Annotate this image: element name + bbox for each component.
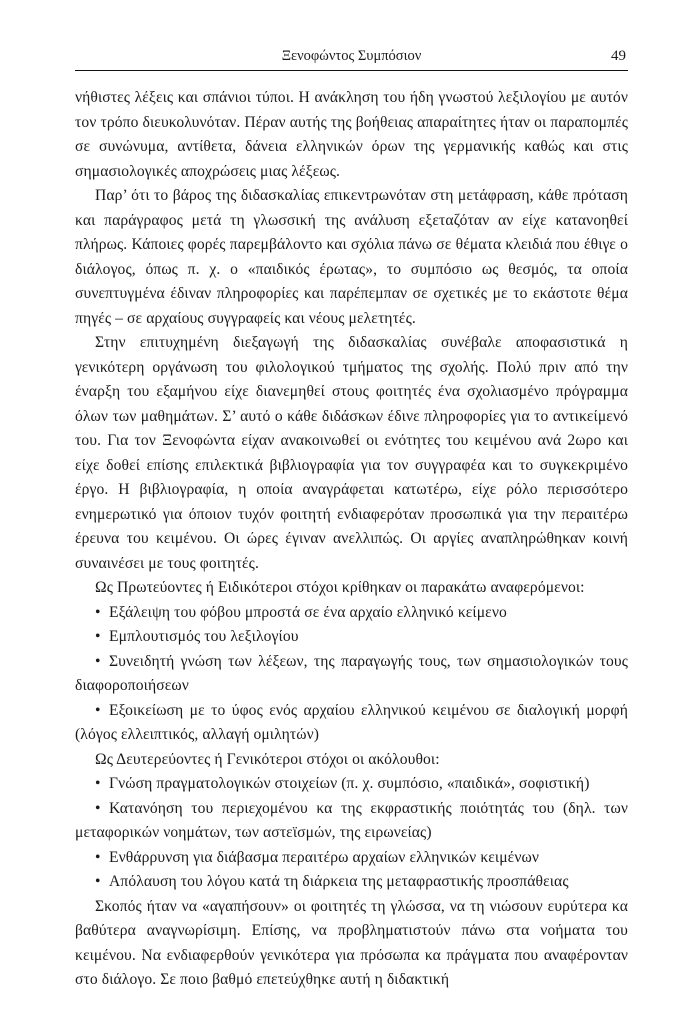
- paragraph: Σκοπός ήταν να «αγαπήσουν» οι φοιτητές τη γλώσσα, να τη νιώσουν ευρύτερα κα βαθύτερα αναγνωρίσιμη. Επίσης, να προβληματιστούν πάνω στα νοήματα του κειμένου. Να ενδιαφερθούν γενικότερα για πρόσωπα κα πράγματα που αναφέρονταν στο διάλογο. Σε ποιο βαθμό επετεύχθηκε αυτή η διδακτική: [75, 897, 628, 988]
- list-item: [75, 601, 628, 626]
- list-item-text: Εξάλειψη του φόβου μπροστά σε ένα αρχαίο ελληνικό κείμενο: [109, 603, 507, 621]
- page-number: 49: [611, 48, 626, 64]
- paragraph-primary-goals-intro: Ως Πρωτεύοντες ή Ειδικότεροι στόχοι κρίθηκαν οι παρακάτω αναφερόμενοι:: [95, 579, 585, 596]
- list-item: [75, 797, 628, 846]
- bullet-icon: •: [95, 848, 101, 866]
- bullet-icon: •: [95, 701, 101, 719]
- list-item: [75, 699, 628, 748]
- list-item: [75, 870, 628, 895]
- paragraph: Στην επιτυχημένη διεξαγωγή της διδασκαλίας συνέβαλε αποφασιστικά η γενικότερη οργάνωση του φιλολογικού τμήματος της σχολής. Πολύ πριν από την έναρξη του εξαμήνου είχε διανεμηθεί στους φοιτητές ένα σχολιασμένο πρόγραμμα όλων των μαθημάτων. Σ’ αυτό ο κάθε διδάσκων έδινε πληροφορίες για το αντικείμενό του. Για τον Ξενοφώντα είχαν ανακοινωθεί οι ενότητες του κειμένου ανά 2ωρο και είχε δοθεί επίσης επιλεκτικά βιβλιογραφία για τον συγγραφέα και το συγκεκριμένο έργο. Η βιβλιογραφία, η οποία αναγράφεται κατωτέρω, είχε ρόλο περισσότερο ενημερωτικό για όποιον τυχόν φοιτητή ενδιαφερόταν προσωπικά για την περαιτέρω έρευνα του κειμένου. Οι ώρες έγιναν ανελλιπώς. Οι αργίες αναπληρώθηκαν κοινή συναινέσει με τους φοιτητές.: [75, 334, 628, 572]
- paragraph-secondary-goals-intro: Ως Δευτερεύοντες ή Γενικότεροι στόχοι οι ακόλουθοι:: [95, 750, 440, 768]
- running-head: [75, 48, 628, 68]
- paragraph-continuation: νήθιστες λέξεις και σπάνιοι τύποι. Η ανάκληση του ήδη γνωστού λεξιλογίου με αυτόν τον τρόπο διευκολυνόταν. Πέραν αυτής της βοήθειας απαραίτητες ήταν οι παραπομπές σε συνώνυμα, αντίθετα, δάνεια ελληνικών όρων της γερμανικής καθώς και στις σημασιολογικές αποχρώσεις μιας λέξεως.: [75, 89, 628, 180]
- list-item-text: Γνώση πραγματολογικών στοιχείων (π. χ. συμπόσιο, «παιδικά», σοφιστική): [109, 775, 590, 792]
- bullet-icon: •: [95, 628, 101, 645]
- running-title: Ξενοφώντος Συμπόσιον: [281, 48, 422, 64]
- header-rule: [75, 70, 628, 71]
- paragraph: Παρ’ ότι το βάρος της διδασκαλίας επικεντρωνόταν στη μετάφραση, κάθε πρόταση και παράγραφος μετά τη γλωσσική της ανάλυση εξεταζόταν αν είχε κατανοηθεί πλήρως. Κάποιες φορές παρεμβάλοντο και σχόλια πάνω σε θέματα κλειδιά που έθιγε ο διάλογος, όπως π. χ. ο «παιδικός έρωτας», το συμπόσιο ως θεσμός, τα οποία συνεπτυγμένα έδιναν πληροφορίες και παρέπεμπαν σε σχετικές με το εκάστοτε θέμα πηγές – σε αρχαίους συγγραφείς και νέους μελετητές.: [75, 187, 628, 327]
- bullet-icon: •: [95, 799, 101, 817]
- bullet-icon: •: [95, 775, 101, 792]
- body-text: [75, 86, 628, 993]
- list-item: [75, 625, 628, 650]
- bullet-icon: •: [95, 603, 101, 621]
- list-item: [75, 650, 628, 699]
- list-item: [75, 772, 628, 797]
- bullet-icon: •: [95, 873, 101, 890]
- list-item-text: Συνειδητή γνώση των λέξεων, της παραγωγής τους, των σημασιολογικών τους διαφοροποιήσεων: [75, 652, 628, 694]
- list-item: [75, 846, 628, 871]
- bullet-icon: •: [95, 652, 101, 670]
- list-item-text: Απόλαυση του λόγου κατά τη διάρκεια της μεταφραστικής προσπάθειας: [109, 873, 569, 890]
- list-item-text: Κατανόηση του περιεχομένου κα της εκφραστικής ποιότητάς του (δηλ. των μεταφορικών νοημάτων, των αστεϊσμών, της ειρωνείας): [75, 799, 628, 841]
- list-item-text: Εμπλουτισμός του λεξιλογίου: [109, 628, 299, 645]
- list-item-text: Ενθάρρυνση για διάβασμα περαιτέρω αρχαίων ελληνικών κειμένων: [109, 848, 539, 866]
- list-item-text: Εξοικείωση με το ύφος ενός αρχαίου ελληνικού κειμένου σε διαλογική μορφή (λόγος ελλειπτικός, αλλαγή ομιλητών): [75, 701, 628, 743]
